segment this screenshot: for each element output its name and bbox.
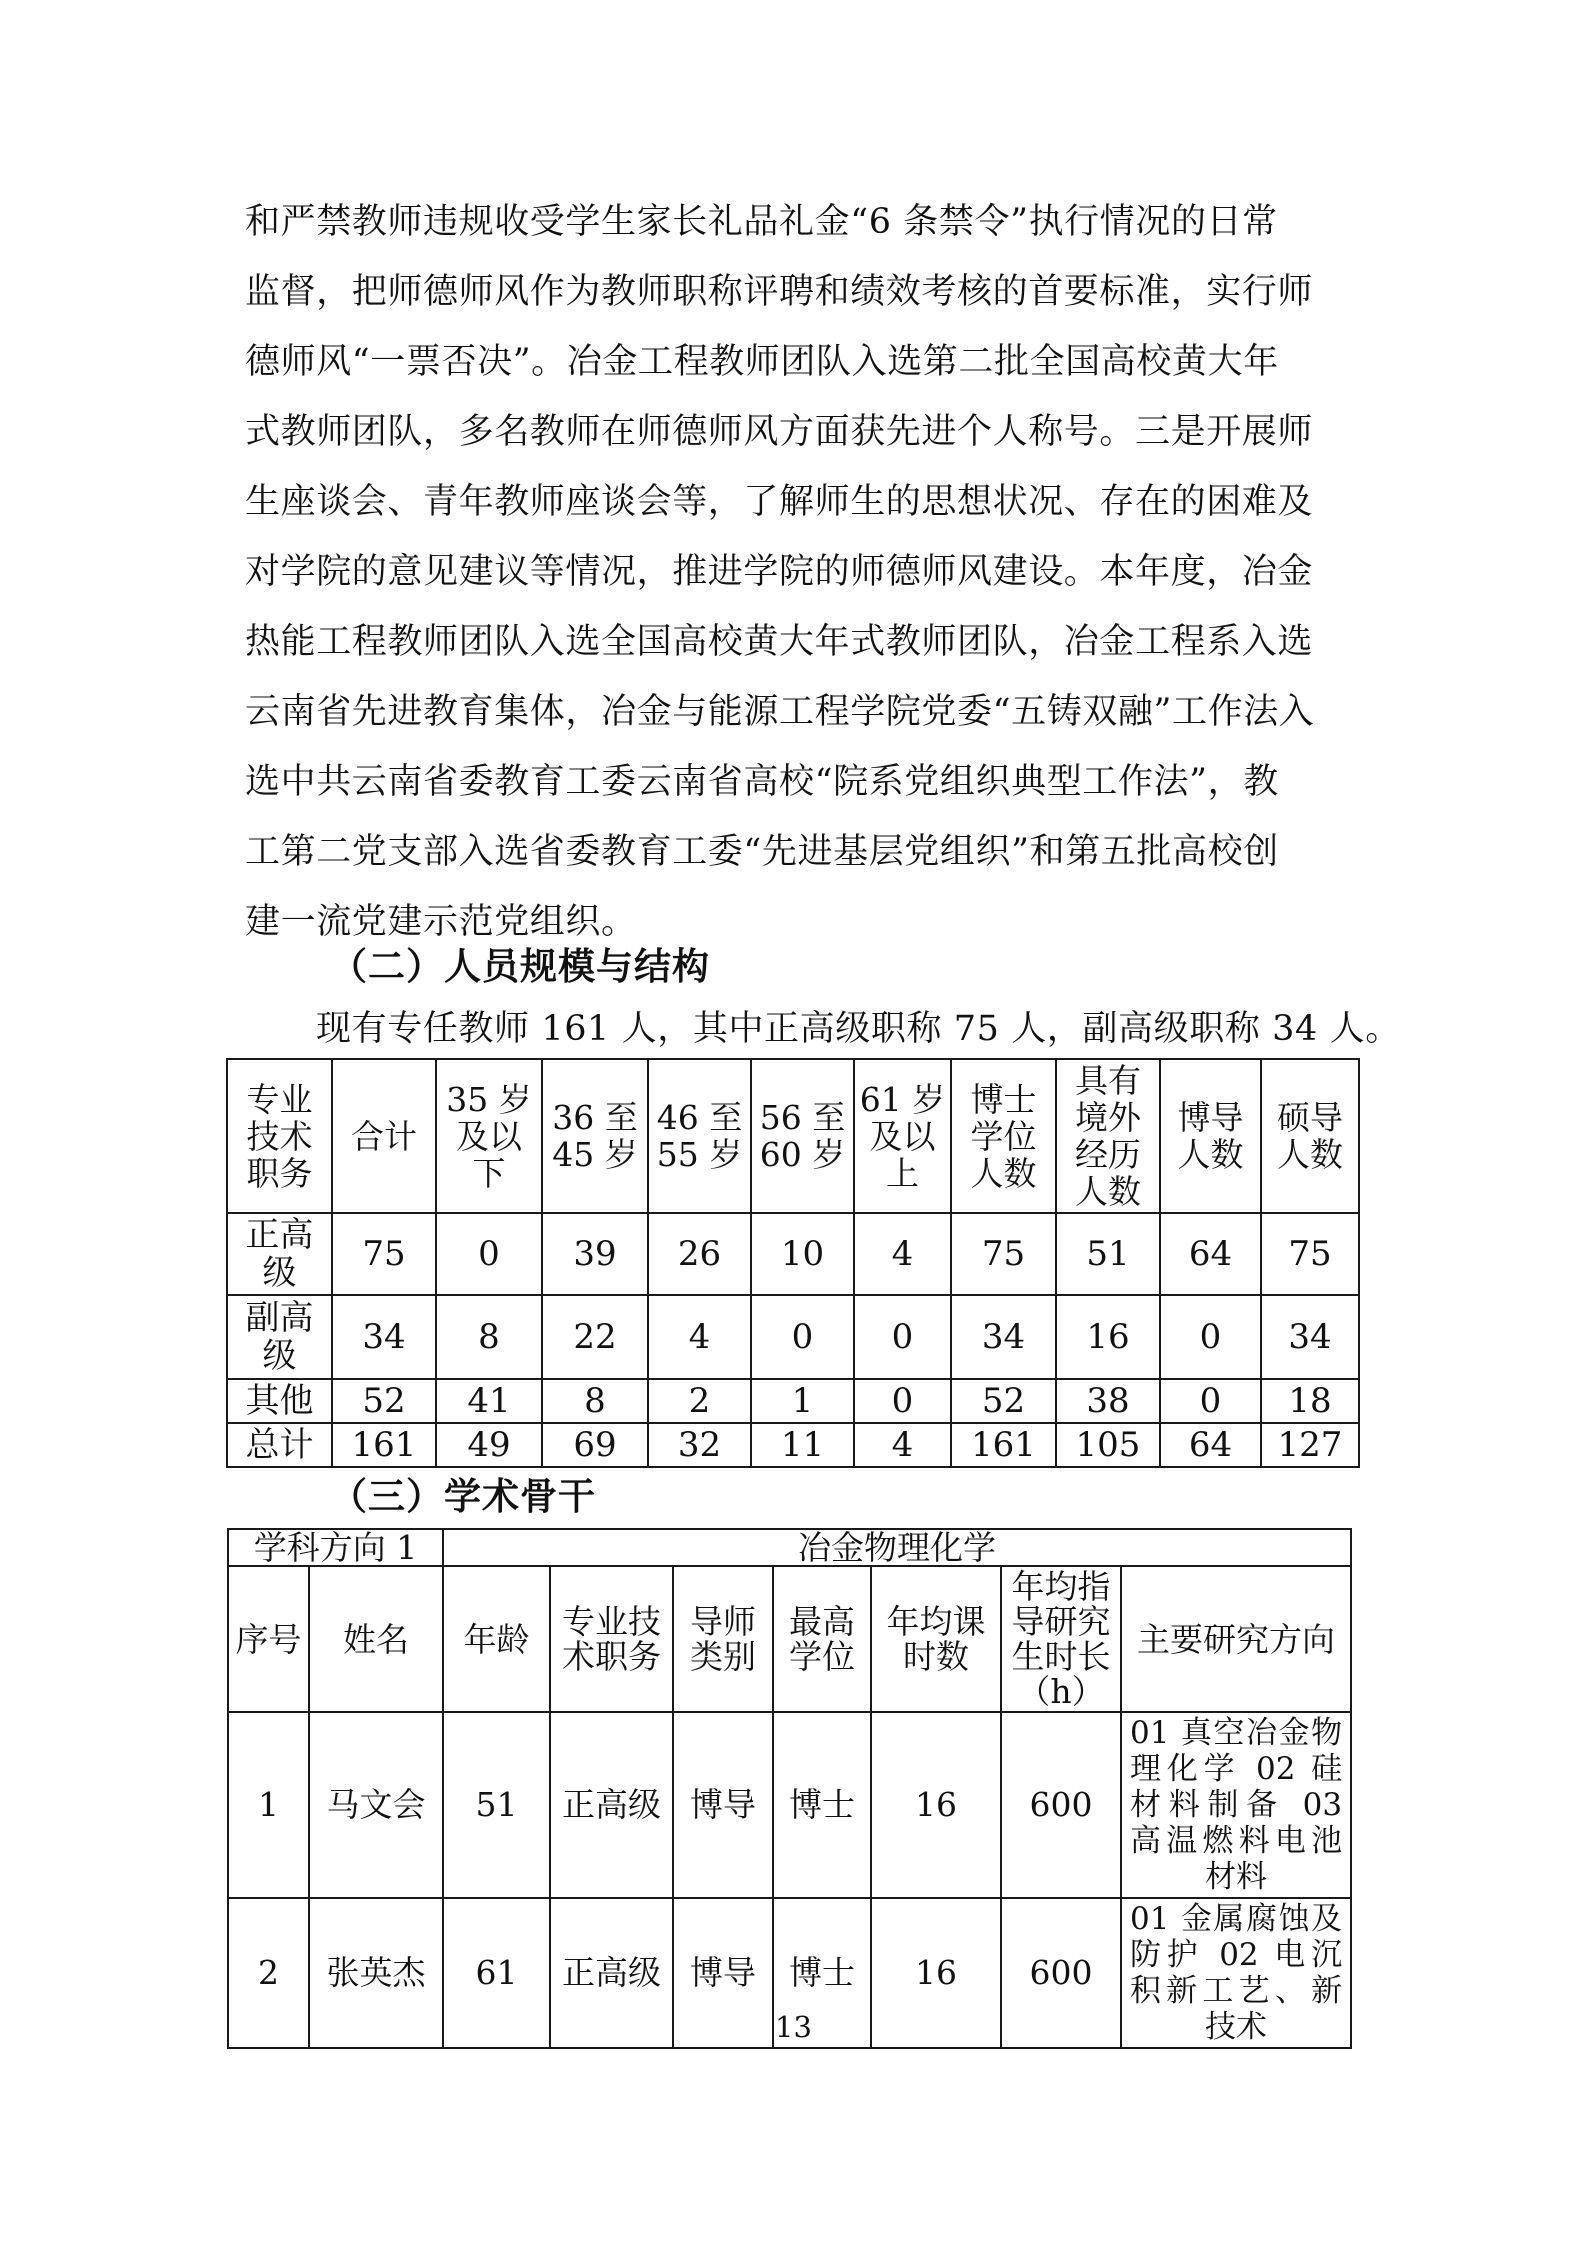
- staff-structure-table: [226, 1058, 1360, 1468]
- header-cell: 导师类别: [673, 1566, 773, 1712]
- value-cell: 4: [648, 1295, 751, 1379]
- table-header-row: [228, 1566, 1351, 1712]
- header-cell: 46 至 55 岁: [648, 1059, 751, 1213]
- value-cell: 51: [443, 1712, 550, 1898]
- value-cell: 博导: [673, 1898, 773, 2048]
- paragraph-line: 对学院的意见建议等情况，推进学院的师德师风建设。本年度，冶金: [245, 552, 1314, 592]
- discipline-direction-row: [228, 1529, 1351, 1566]
- value-cell: 16: [871, 1898, 1001, 2048]
- table-header-row: [227, 1059, 1359, 1213]
- value-cell: 0: [1160, 1379, 1261, 1423]
- paragraph-line: 式教师团队，多名教师在师德师风方面获先进个人称号。三是开展师: [245, 412, 1314, 452]
- value-cell: 0: [436, 1213, 542, 1295]
- table-row: [227, 1379, 1359, 1423]
- value-cell: 2: [228, 1898, 309, 2048]
- value-cell: 161: [951, 1423, 1056, 1467]
- value-cell: 4: [854, 1423, 951, 1467]
- direction-value-cell: 冶金物理化学: [443, 1529, 1351, 1566]
- value-cell: 10: [751, 1213, 854, 1295]
- row-label-cell: 总计: [227, 1423, 332, 1467]
- value-cell: 64: [1160, 1423, 1261, 1467]
- section3-heading: （三）学术骨干: [330, 1474, 596, 1518]
- value-cell: 0: [854, 1379, 951, 1423]
- header-cell: 合计: [332, 1059, 436, 1213]
- value-cell: 600: [1001, 1712, 1121, 1898]
- value-cell: 49: [436, 1423, 542, 1467]
- table-row: [228, 1712, 1351, 1898]
- table-row: [227, 1213, 1359, 1295]
- section2-intro: 现有专任教师 161 人，其中正高级职称 75 人，副高级职称 34 人。: [316, 1009, 1401, 1049]
- header-cell: 主要研究方向: [1121, 1566, 1351, 1712]
- value-cell: 32: [648, 1423, 751, 1467]
- header-cell: 专业技术职务: [550, 1566, 673, 1712]
- value-cell: 博导: [673, 1712, 773, 1898]
- body-paragraph: [245, 187, 1360, 957]
- value-cell: 75: [1261, 1213, 1359, 1295]
- value-cell: 127: [1261, 1423, 1359, 1467]
- header-cell: 56 至 60 岁: [751, 1059, 854, 1213]
- value-cell: 26: [648, 1213, 751, 1295]
- value-cell: 69: [542, 1423, 648, 1467]
- value-cell: 105: [1056, 1423, 1160, 1467]
- value-cell: 38: [1056, 1379, 1160, 1423]
- value-cell: 52: [951, 1379, 1056, 1423]
- value-cell: 1: [751, 1379, 854, 1423]
- paragraph-line: 选中共云南省委教育工委云南省高校“院系党组织典型工作法”，教: [245, 762, 1279, 802]
- value-cell: 0: [1160, 1295, 1261, 1379]
- header-cell: 36 至 45 岁: [542, 1059, 648, 1213]
- value-cell: 75: [332, 1213, 436, 1295]
- value-cell: 正高级: [550, 1898, 673, 2048]
- header-cell: 专业技术职务: [227, 1059, 332, 1213]
- value-cell: 41: [436, 1379, 542, 1423]
- paragraph-line: 建一流党建示范党组织。: [245, 902, 637, 942]
- section2-heading: （二）人员规模与结构: [330, 944, 710, 988]
- value-cell: 34: [1261, 1295, 1359, 1379]
- value-cell: 16: [1056, 1295, 1160, 1379]
- header-cell: 年均指导研究生时长（h）: [1001, 1566, 1121, 1712]
- value-cell: 52: [332, 1379, 436, 1423]
- value-cell: 51: [1056, 1213, 1160, 1295]
- value-cell: 18: [1261, 1379, 1359, 1423]
- value-cell: 1: [228, 1712, 309, 1898]
- header-cell: 具有境外经历人数: [1056, 1059, 1160, 1213]
- header-cell: 35 岁及以下: [436, 1059, 542, 1213]
- header-cell: 61 岁及以上: [854, 1059, 951, 1213]
- row-label-cell: 正高级: [227, 1213, 332, 1295]
- paragraph-line: 监督，把师德师风作为教师职称评聘和绩效考核的首要标准，实行师: [245, 272, 1314, 312]
- header-cell: 博导人数: [1160, 1059, 1261, 1213]
- value-cell: 4: [854, 1213, 951, 1295]
- header-cell: 硕导人数: [1261, 1059, 1359, 1213]
- value-cell: 22: [542, 1295, 648, 1379]
- paragraph-line: 德师风“一票否决”。冶金工程教师团队入选第二批全国高校黄大年: [245, 342, 1279, 382]
- value-cell: 正高级: [550, 1712, 673, 1898]
- row-label-cell: 副高级: [227, 1295, 332, 1379]
- header-cell: 序号: [228, 1566, 309, 1712]
- value-cell: 8: [542, 1379, 648, 1423]
- page-number: 13: [775, 2010, 812, 2044]
- paragraph-line: 生座谈会、青年教师座谈会等，了解师生的思想状况、存在的困难及: [245, 482, 1314, 522]
- value-cell: 11: [751, 1423, 854, 1467]
- header-cell: 最高学位: [773, 1566, 871, 1712]
- paragraph-line: 云南省先进教育集体，冶金与能源工程学院党委“五铸双融”工作法入: [245, 692, 1315, 732]
- table-row: [227, 1295, 1359, 1379]
- value-cell: 0: [751, 1295, 854, 1379]
- value-cell: 马文会: [309, 1712, 443, 1898]
- academic-backbone-table: [227, 1528, 1352, 2049]
- paragraph-line: 热能工程教师团队入选全国高校黄大年式教师团队，冶金工程系入选: [245, 622, 1314, 662]
- value-cell: 博士: [773, 1712, 871, 1898]
- research-direction-cell: 01 真空冶金物理化学 02 硅材料制备 03 高温燃料电池材料: [1121, 1712, 1351, 1898]
- value-cell: 161: [332, 1423, 436, 1467]
- value-cell: 39: [542, 1213, 648, 1295]
- value-cell: 34: [332, 1295, 436, 1379]
- header-cell: 博士学位人数: [951, 1059, 1056, 1213]
- value-cell: 61: [443, 1898, 550, 2048]
- paragraph-line: 和严禁教师违规收受学生家长礼品礼金“6 条禁令”执行情况的日常: [245, 202, 1278, 242]
- header-cell: 年均课时数: [871, 1566, 1001, 1712]
- row-label-cell: 其他: [227, 1379, 332, 1423]
- header-cell: 年龄: [443, 1566, 550, 1712]
- value-cell: 8: [436, 1295, 542, 1379]
- direction-label-cell: 学科方向 1: [228, 1529, 443, 1566]
- value-cell: 34: [951, 1295, 1056, 1379]
- value-cell: 16: [871, 1712, 1001, 1898]
- value-cell: 64: [1160, 1213, 1261, 1295]
- value-cell: 600: [1001, 1898, 1121, 2048]
- paragraph-line: 工第二党支部入选省委教育工委“先进基层党组织”和第五批高校创: [245, 832, 1279, 872]
- value-cell: 2: [648, 1379, 751, 1423]
- value-cell: 博士: [773, 1898, 871, 2048]
- value-cell: 0: [854, 1295, 951, 1379]
- table-row: [227, 1423, 1359, 1467]
- value-cell: 张英杰: [309, 1898, 443, 2048]
- value-cell: 75: [951, 1213, 1056, 1295]
- research-direction-cell: 01 金属腐蚀及防护 02 电沉积新工艺、新技术: [1121, 1898, 1351, 2048]
- header-cell: 姓名: [309, 1566, 443, 1712]
